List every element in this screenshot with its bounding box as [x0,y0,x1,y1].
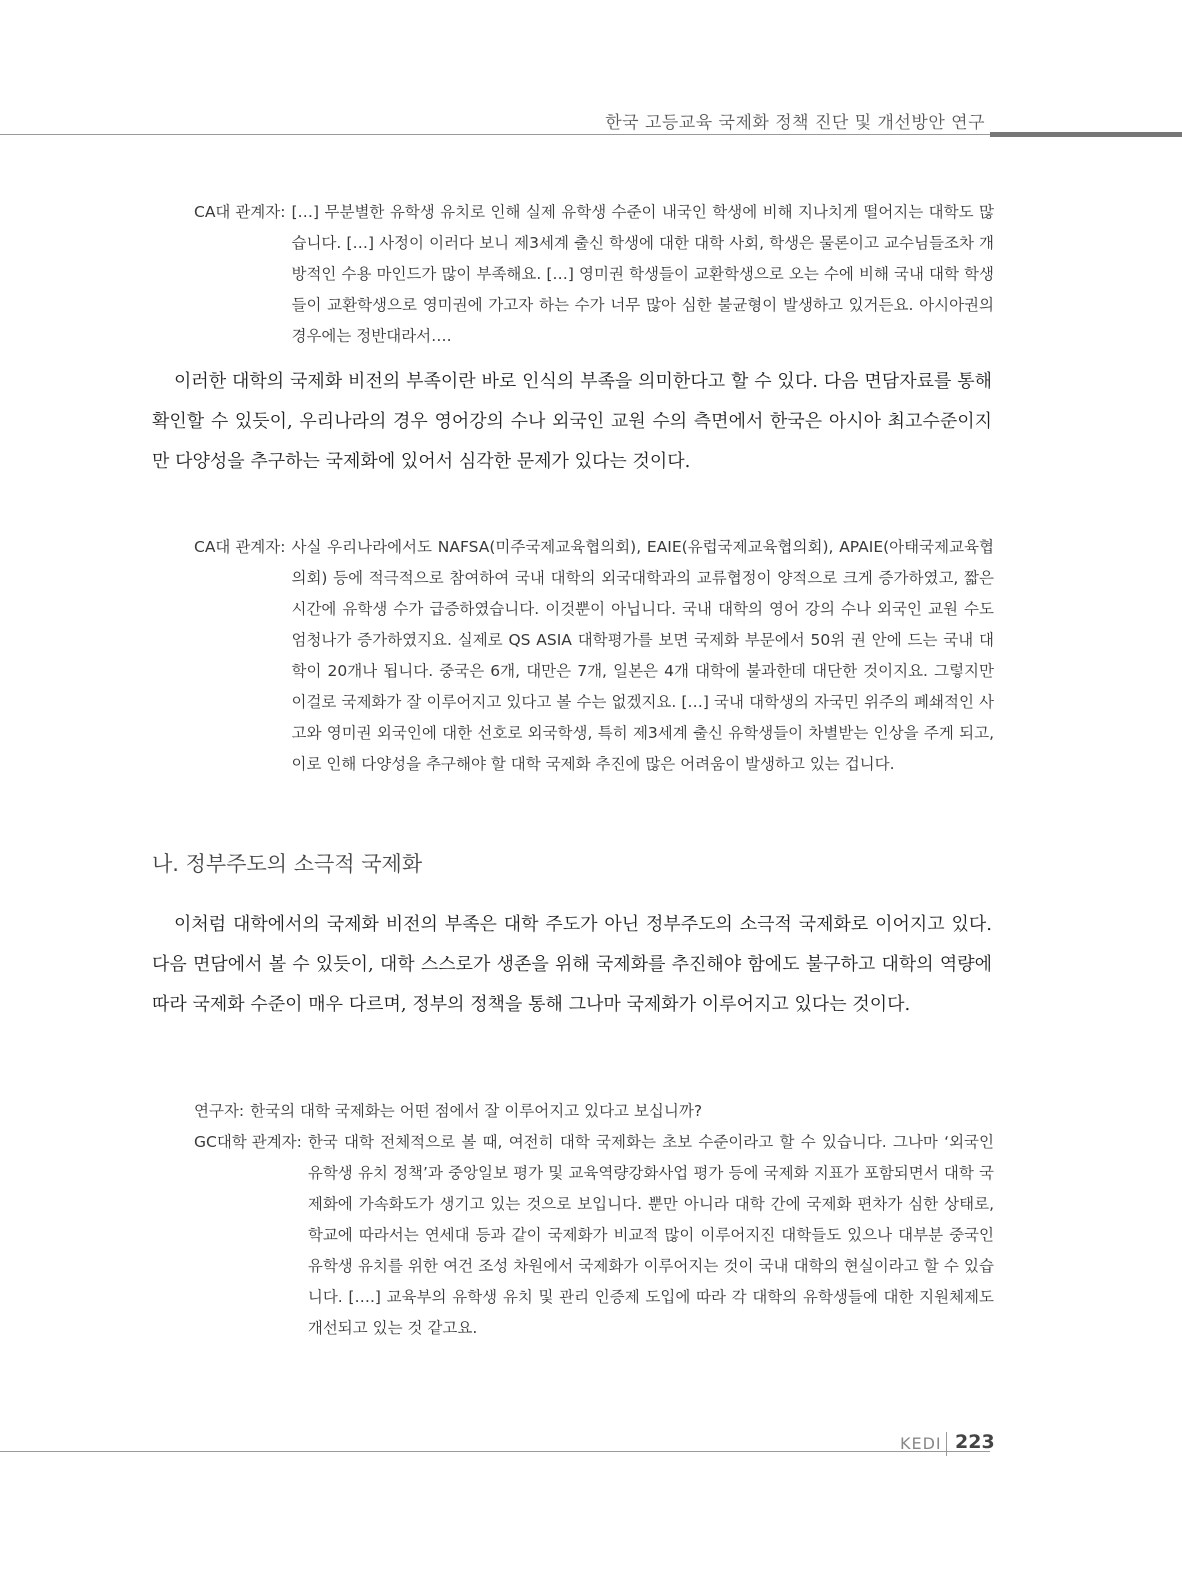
page-number: 223 [955,1431,995,1453]
body-paragraph-1: 이러한 대학의 국제화 비전의 부족이란 바로 인식의 부족을 의미한다고 할 수 있다. 다음 면담자료를 통해 확인할 수 있듯이, 우리나라의 경우 영어강의 수나 외국인 교원 수의 측면에서 한국은 아시아 최고수준이지만 다양성을 추구하는 국제화에 있어서 심각한 문제가 있다는 것이다. [152,371,992,472]
header-accent-bar [990,132,1182,137]
interview-question-row [194,1096,994,1127]
footer-rule [0,1451,990,1452]
question-text: 한국의 대학 국제화는 어떤 점에서 잘 이루어지고 있다고 보십니까? [250,1102,703,1120]
answer-text: 한국 대학 전체적으로 볼 때, 여전히 대학 국제화는 초보 수준이라고 할 수 있습니다. 그나마 ‘외국인 유학생 유치 정책’과 중앙일보 평가 및 교육역량강화사업 평가 등에 국제화 지표가 포함되면서 대학 국제화에 가속화도가 생기고 있는 것으로 보입니다. 뿐만 아니라 대학 간에 국제화 편차가 심한 상태로, 학교에 따라서는 연세대 등과 같이 국제화가 비교적 많이 이루어지진 대학들도 있으나 대부분 중국인 유학생 유치를 위한 여건 조성 차원에서 국제화가 이루어지는 것이 국내 대학의 현실이라고 할 수 있습니다. [….] 교육부의 유학생 유치 및 관리 인증제 도입에 따라 각 대학의 유학생들에 대한 지원체제도 개선되고 있는 것 같고요. [307,1133,994,1337]
speaker-label: CA대 관계자: [194,203,286,221]
interview-answer-row [194,1127,994,1344]
section-heading: 나. 정부주도의 소극적 국제화 [152,852,423,876]
interview-row [194,532,994,780]
quote-text: 사실 우리나라에서도 NAFSA(미주국제교육협의회), EAIE(유럽국제교육협의회), APAIE(아태국제교육협의회) 등에 적극적으로 참여하여 국내 대학의 외국대학과의 교류협정이 양적으로 크게 증가하였고, 짧은 시간에 유학생 수가 급증하였습니다. 이것뿐이 아닙니다. 국내 대학의 영어 강의 수나 외국인 교원 수도 엄청나가 증가하였지요. 실제로 QS ASIA 대학평가를 보면 국제화 부문에서 50위 권 안에 드는 국내 대학이 20개나 됩니다. 중국은 6개, 대만은 7개, 일본은 4개 대학에 불과한데 대단한 것이지요. 그렇지만 이걸로 국제화가 잘 이루어지고 있다고 볼 수는 없겠지요. […] 국내 대학생의 자국민 위주의 폐쇄적인 사고와 영미권 외국인에 대한 선호로 외국학생, 특히 제3세계 출신 유학생들이 차별받는 인상을 주게 되고, 이로 인해 다양성을 추구해야 할 대학 국제화 추진에 많은 어려움이 발생하고 있는 겁니다. [291,538,994,773]
speaker-label: CA대 관계자: [194,538,286,556]
interview-quote-2 [194,532,994,780]
quote-text: […] 무분별한 유학생 유치로 인해 실제 유학생 수준이 내국인 학생에 비해 지나치게 떨어지는 대학도 많습니다. […] 사정이 이러다 보니 제3세계 출신 학생에 대한 대학 사회, 학생은 물론이고 교수님들조차 개방적인 수용 마인드가 많이 부족해요. […] 영미권 학생들이 교환학생으로 오는 수에 비해 국내 대학 학생들이 교환학생으로 영미권에 가고자 하는 수가 너무 많아 심한 불균형이 발생하고 있거든요. 아시아권의 경우에는 정반대라서…. [291,203,994,345]
interview-quote-1 [194,197,994,352]
body-paragraph-2: 이처럼 대학에서의 국제화 비전의 부족은 대학 주도가 아닌 정부주도의 소극적 국제화로 이어지고 있다. 다음 면담에서 볼 수 있듯이, 대학 스스로가 생존을 위해 국제화를 추진해야 함에도 불구하고 대학의 역량에 따라 국제화 수준이 매우 다르며, 정부의 정책을 통해 그나마 국제화가 이루어지고 있다는 것이다. [152,914,992,1015]
running-header-title: 한국 고등교육 국제화 정책 진단 및 개선방안 연구 [605,113,985,133]
speaker-label: GC대학 관계자: [194,1133,302,1151]
interview-row [194,197,994,352]
footer-publisher-label: KEDI [900,1434,942,1453]
researcher-label: 연구자: [194,1102,245,1120]
interview-quote-3 [194,1096,994,1344]
header-rule [0,134,990,135]
footer-divider [946,1432,947,1456]
